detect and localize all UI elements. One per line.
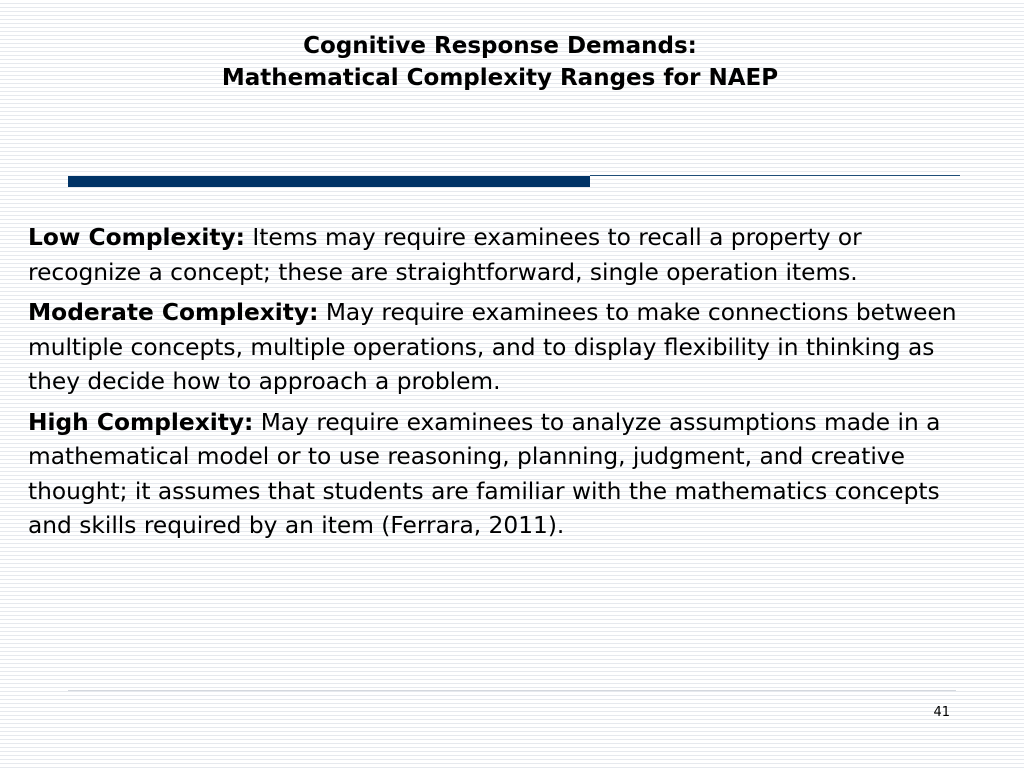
moderate-complexity-description: May require examinees to make connections between multiple concepts, multiple operations, and to display flexibility in thinking as they decide how to approach a problem. bbox=[28, 299, 957, 395]
footer-divider bbox=[68, 690, 956, 691]
slide-title-line-2: Mathematical Complexity Ranges for NAEP bbox=[221, 65, 779, 91]
slide-body bbox=[28, 221, 978, 550]
page-number: 41 bbox=[933, 705, 950, 720]
title-rule-line bbox=[590, 175, 960, 176]
high-complexity-description: May require examinees to analyze assumptions made in a mathematical model or to use reasoning, planning, judgment, and creative thought; it assumes that students are familiar with the mathematics concepts and skills required by an item (Ferrara, 2011). bbox=[28, 408, 941, 539]
moderate-complexity-paragraph bbox=[28, 296, 978, 400]
slide-title-line-1: Cognitive Response Demands: bbox=[303, 33, 697, 59]
title-accent-bar bbox=[68, 176, 590, 187]
low-complexity-term: Low Complexity: bbox=[28, 224, 245, 251]
moderate-complexity-term: Moderate Complexity: bbox=[28, 299, 319, 326]
high-complexity-paragraph bbox=[28, 406, 978, 544]
slide-title bbox=[60, 30, 940, 94]
low-complexity-description: Items may require examinees to recall a property or recognize a concept; these are straightforward, single operation items. bbox=[28, 224, 862, 286]
low-complexity-paragraph bbox=[28, 221, 978, 290]
high-complexity-term: High Complexity: bbox=[28, 408, 254, 436]
